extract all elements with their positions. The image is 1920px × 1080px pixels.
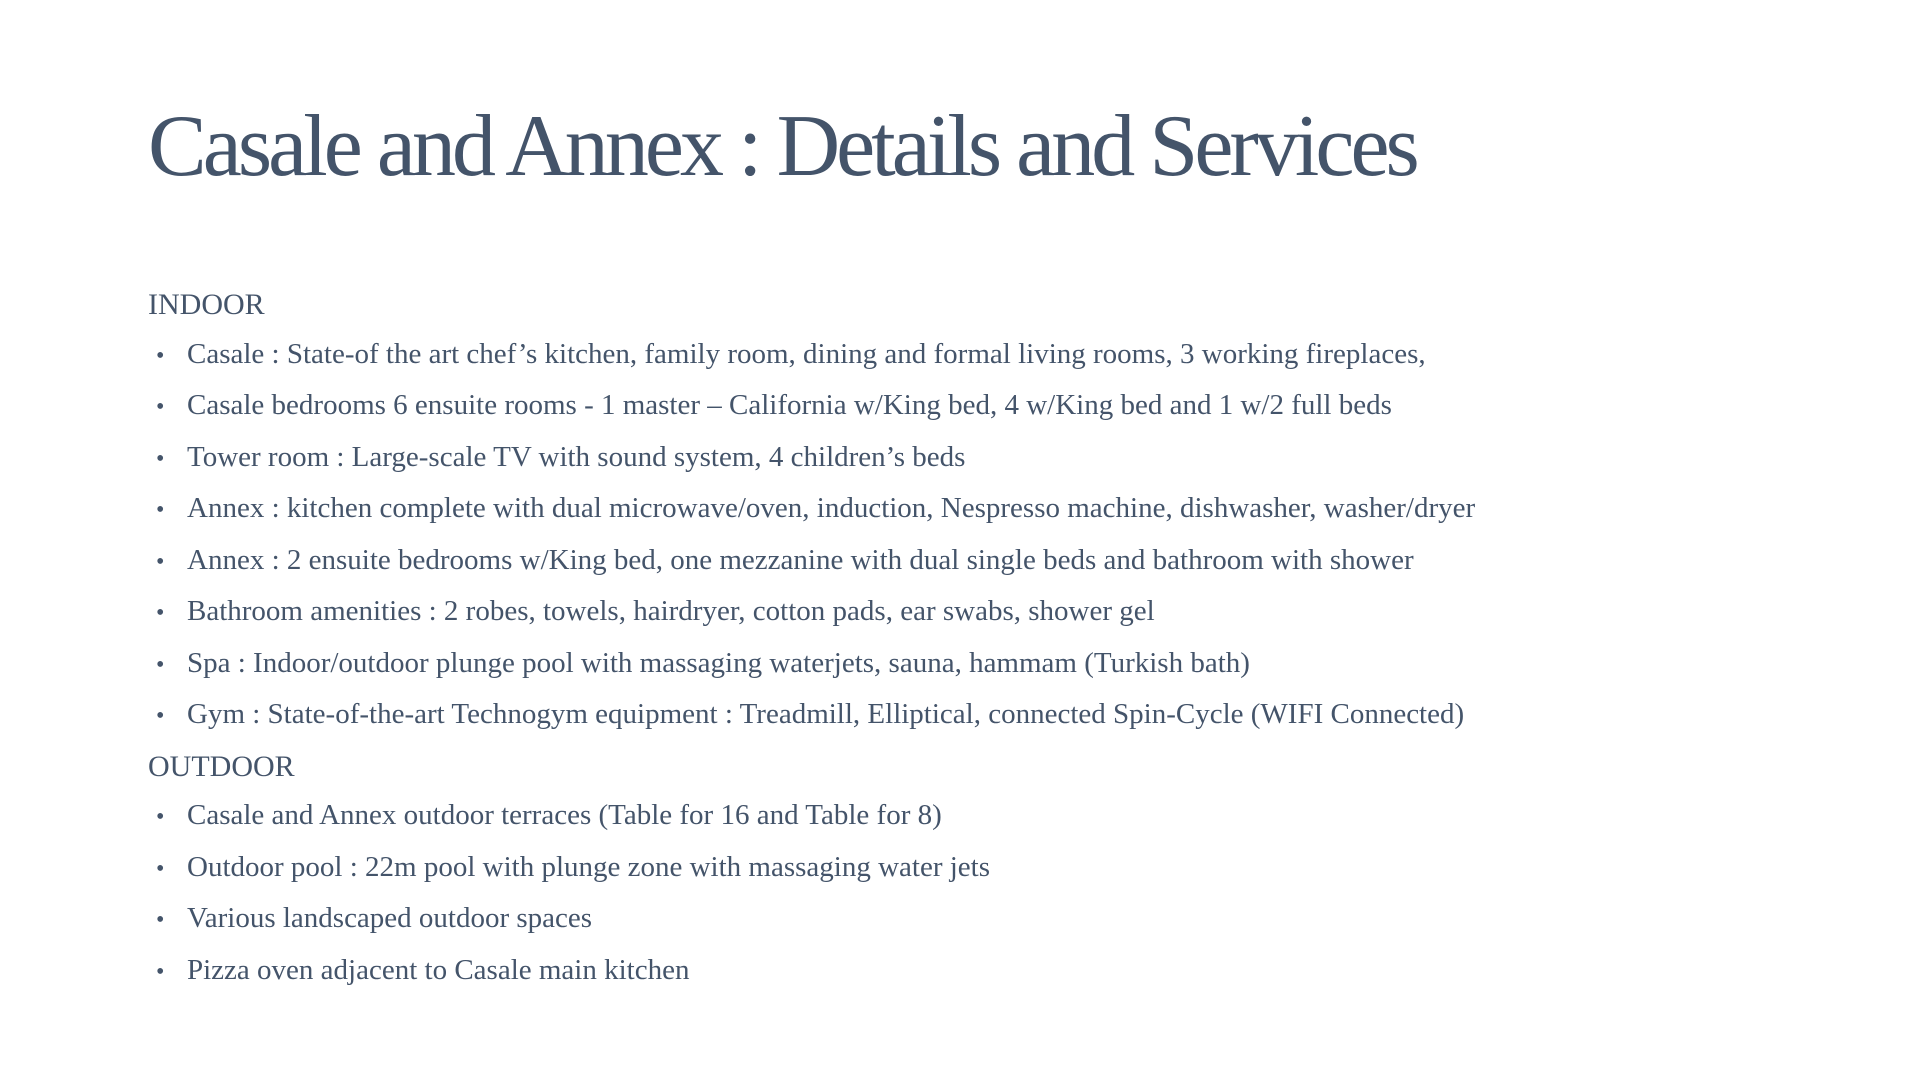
bullet-icon: • xyxy=(156,804,165,830)
list-item xyxy=(148,946,1798,998)
section-heading-indoor: INDOOR xyxy=(148,288,265,321)
indoor-bullet-list xyxy=(148,330,1798,742)
list-item-text: Pizza oven adjacent to Casale main kitchen xyxy=(187,953,690,986)
list-item xyxy=(148,639,1798,691)
bullet-icon: • xyxy=(156,907,165,933)
bullet-icon: • xyxy=(156,600,165,626)
list-item-text: Casale : State-of the art chef’s kitchen, family room, dining and formal living rooms, 3 working fireplaces, xyxy=(187,337,1426,370)
slide-body xyxy=(148,280,1798,997)
list-item-text: Various landscaped outdoor spaces xyxy=(187,902,593,934)
list-item-text: Tower room : Large-scale TV with sound system, 4 children’s beds xyxy=(187,440,966,473)
list-item-text: Gym : State-of-the-art Technogym equipment : Treadmill, Elliptical, connected Spin-Cycle (WIFI Connected) xyxy=(187,698,1465,730)
list-item-text: Outdoor pool : 22m pool with plunge zone with massaging water jets xyxy=(187,850,991,883)
list-item xyxy=(148,433,1798,485)
slide-title: Casale and Annex : Details and Services xyxy=(148,98,1416,195)
list-item xyxy=(148,330,1798,382)
list-item-text: Casale bedrooms 6 ensuite rooms - 1 master – California w/King bed, 4 w/King bed and 1 w/2 full beds xyxy=(187,389,1392,421)
list-item-text: Bathroom amenities : 2 robes, towels, hairdryer, cotton pads, ear swabs, shower gel xyxy=(187,595,1155,627)
list-item xyxy=(148,690,1798,742)
bullet-icon: • xyxy=(156,394,165,420)
bullet-icon: • xyxy=(156,958,165,985)
bullet-icon: • xyxy=(156,651,165,678)
bullet-icon: • xyxy=(156,497,165,523)
list-item xyxy=(148,843,1798,895)
list-item-text: Annex : kitchen complete with dual microwave/oven, induction, Nespresso machine, dishwasher, washer/dryer xyxy=(187,492,1476,524)
section-heading-outdoor: OUTDOOR xyxy=(148,749,295,783)
bullet-icon: • xyxy=(156,703,165,729)
list-item xyxy=(148,791,1798,843)
outdoor-bullet-list xyxy=(148,791,1798,997)
list-item xyxy=(148,587,1798,639)
bullet-icon: • xyxy=(156,445,165,472)
list-item-text: Spa : Indoor/outdoor plunge pool with massaging waterjets, sauna, hammam (Turkish bath) xyxy=(187,646,1250,679)
list-item xyxy=(148,484,1798,536)
list-item xyxy=(148,536,1798,588)
list-item xyxy=(148,894,1798,946)
list-item xyxy=(148,381,1798,433)
bullet-icon: • xyxy=(156,342,165,369)
list-item-text: Casale and Annex outdoor terraces (Table for 16 and Table for 8) xyxy=(187,799,942,831)
list-item-text: Annex : 2 ensuite bedrooms w/King bed, one mezzanine with dual single beds and bathroom with shower xyxy=(187,543,1414,576)
bullet-icon: • xyxy=(156,548,165,575)
bullet-icon: • xyxy=(156,855,165,882)
